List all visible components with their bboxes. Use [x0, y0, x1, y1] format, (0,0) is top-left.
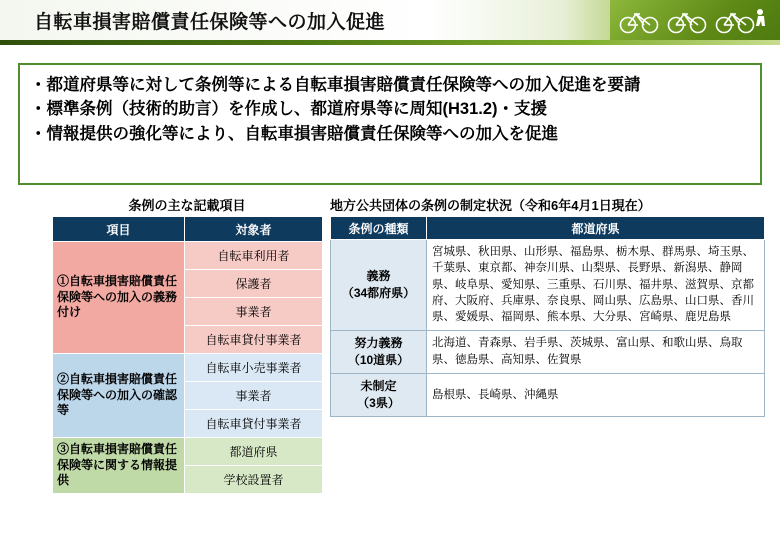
- prefecture-cell-effort: 北海道、青森県、岩手県、茨城県、富山県、和歌山県、鳥取県、徳島県、高知県、佐賀県: [427, 330, 765, 373]
- kind-label-line2: （10道県）: [347, 352, 410, 367]
- target-cell-3-1: 都道府県: [185, 438, 323, 466]
- table-row: [331, 373, 765, 416]
- header-underline: [0, 40, 780, 45]
- prefecture-cell-none: 島根県、長崎県、沖縄県: [427, 373, 765, 416]
- item-cell-2: ②自転車損害賠償責任保険等への加入の確認等: [53, 354, 185, 438]
- page-title: 自転車損害賠償責任保険等への加入促進: [34, 12, 386, 33]
- table-header-row: [331, 217, 765, 240]
- summary-bullet-1: ・都道府県等に対して条例等による自転車損害賠償責任保険等への加入促進を要請: [30, 76, 641, 94]
- column-header-target: 対象者: [185, 217, 323, 242]
- left-table-caption: 条例の主な記載項目: [128, 198, 246, 213]
- item-cell-1: ①自転車損害賠償責任保険等への加入の義務付け: [53, 242, 185, 354]
- kind-label-line1: 未制定: [360, 378, 397, 393]
- column-header-kind: 条例の種類: [331, 217, 427, 240]
- target-cell-1-1: 自転車利用者: [185, 242, 323, 270]
- ordinance-items-table: [52, 216, 323, 494]
- kind-cell-none: [331, 373, 427, 416]
- table-row: [331, 240, 765, 331]
- target-cell-3-2: 学校設置者: [185, 466, 323, 494]
- page-header: [0, 0, 780, 46]
- right-table-caption: 地方公共団体の条例の制定状況（令和6年4月1日現在）: [330, 198, 651, 213]
- table-row: [53, 438, 323, 466]
- target-cell-1-4: 自転車貸付事業者: [185, 326, 323, 354]
- target-cell-1-2: 保護者: [185, 270, 323, 298]
- target-cell-2-3: 自転車貸付事業者: [185, 410, 323, 438]
- target-cell-2-1: 自転車小売事業者: [185, 354, 323, 382]
- kind-cell-effort: [331, 330, 427, 373]
- table-row: [53, 354, 323, 382]
- target-cell-1-3: 事業者: [185, 298, 323, 326]
- item-cell-3: ③自転車損害賠償責任保険等に関する情報提供: [53, 438, 185, 494]
- column-header-item: 項目: [53, 217, 185, 242]
- summary-bullet-3: ・情報提供の強化等により、自転車損害賠償責任保険等への加入を促進: [30, 124, 558, 143]
- kind-cell-mandatory: [331, 240, 427, 331]
- kind-label-line1: 努力義務: [354, 335, 403, 350]
- prefecture-cell-mandatory: 宮城県、秋田県、山形県、福島県、栃木県、群馬県、埼玉県、千葉県、東京都、神奈川県、山梨県、長野県、新潟県、静岡県、岐阜県、愛知県、三重県、石川県、福井県、滋賀県、京都府、大阪府、兵庫県、奈良県、岡山県、広島県、山口県、香川県、愛媛県、福岡県、熊本県、大分県、宮崎県、鹿児島県: [427, 240, 765, 331]
- column-header-prefecture: 都道府県: [427, 217, 765, 240]
- summary-box: [18, 63, 762, 185]
- table-row: [53, 242, 323, 270]
- summary-bullet-2: ・標準条例（技術的助言）を作成し、都道府県等に周知(H31.2)・支援: [30, 100, 548, 119]
- kind-label-line2: （34都府県）: [341, 285, 416, 300]
- table-header-row: [53, 217, 323, 242]
- kind-label-line1: 義務: [366, 268, 391, 283]
- summary-bullet-list: [20, 65, 760, 146]
- target-cell-2-2: 事業者: [185, 382, 323, 410]
- ordinance-status-table: [330, 216, 765, 417]
- kind-label-line2: （3県）: [357, 395, 400, 410]
- table-row: [331, 330, 765, 373]
- bicycle-icon: [614, 4, 772, 36]
